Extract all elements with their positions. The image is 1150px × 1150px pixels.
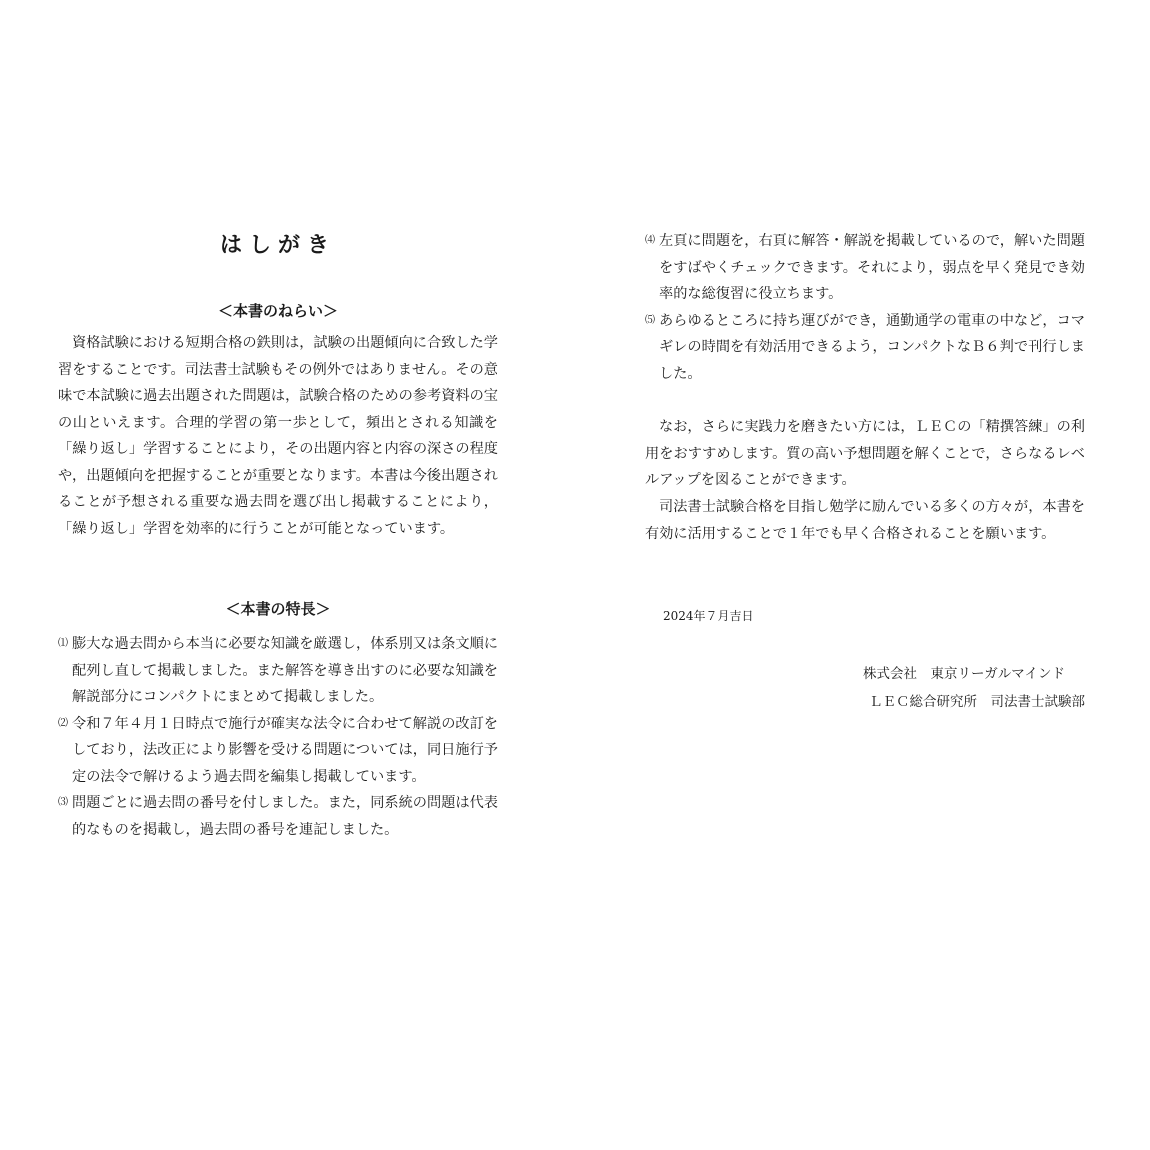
company-name: 株式会社 東京リーガルマインド bbox=[863, 666, 1065, 682]
feature-item-2 bbox=[58, 711, 498, 791]
feature-item-5 bbox=[645, 308, 1085, 388]
feature-item-1 bbox=[58, 631, 498, 711]
department-name: ＬＥＣ総合研究所 司法書士試験部 bbox=[869, 694, 1085, 710]
feature-text: 令和７年４月１日時点で施行が確実な法令に合わせて解説の改訂をしており，法改正により影響を受ける問題については，同日施行予定の法令で解けるよう過去問を編集し掲載しています。 bbox=[72, 715, 498, 785]
features-list bbox=[58, 631, 498, 843]
feature-text: 膨大な過去問から本当に必要な知識を厳選し，体系別又は条文順に配列し直して掲載しました。また解答を導き出すのに必要な知識を解説部分にコンパクトにまとめて掲載しました。 bbox=[72, 636, 498, 705]
feature-number: ⑷ bbox=[645, 235, 655, 246]
feature-text: あらゆるところに持ち運びができ，通勤通学の電車の中など，コマギレの時間を有効活用できるよう，コンパクトなＢ６判で刊行しました。 bbox=[659, 312, 1085, 382]
page-title: はしがき bbox=[219, 233, 336, 258]
features-heading: ＜本書の特長＞ bbox=[225, 600, 331, 618]
feature-number: ⑴ bbox=[58, 638, 68, 649]
feature-text: 左頁に問題を，右頁に解答・解説を掲載しているので，解いた問題をすばやくチェックできます。それにより，弱点を早く発見でき効率的な総復習に役立ちます。 bbox=[659, 233, 1085, 302]
feature-number: ⑶ bbox=[58, 797, 68, 808]
feature-text: 問題ごとに過去問の番号を付しました。また，同系統の問題は代表的なものを掲載し，過去問の番号を連記しました。 bbox=[72, 795, 498, 838]
feature-item-4 bbox=[645, 228, 1085, 308]
closing-paragraph-2: 司法書士試験合格を目指し勉学に励んでいる多くの方々が，本書を有効に活用することで１年でも早く合格されることを願います。 bbox=[645, 499, 1085, 542]
closing-paragraph: なお，さらに実践力を磨きたい方には，ＬＥＣの「精撰答練」の利用をおすすめします。質の高い予想問題を解くことで，さらなるレベルアップを図ることができます。 bbox=[645, 419, 1085, 488]
feature-number: ⑵ bbox=[58, 717, 68, 729]
date-line: 2024年７月吉日 bbox=[663, 609, 754, 623]
feature-number: ⑸ bbox=[645, 314, 655, 326]
features-list-continued bbox=[645, 228, 1085, 387]
aim-heading: ＜本書のねらい＞ bbox=[217, 302, 338, 320]
feature-item-3 bbox=[58, 790, 498, 843]
aim-paragraph: 資格試験における短期合格の鉄則は，試験の出題傾向に合致した学習をすることです。司法書士試験もその例外ではありません。その意味で本試験に過去出題された問題は，試験合格のための参考資料の宝の山といえます。合理的学習の第一歩として，頻出とされる知識を「繰り返し」学習することにより，その出題内容と内容の深さの程度や，出題傾向を把握することが重要となります。本書は今後出題されることが予想される重要な過去問を選び出し掲載することにより，「繰り返し」学習を効率的に行うことが可能となっています。 bbox=[58, 335, 498, 537]
